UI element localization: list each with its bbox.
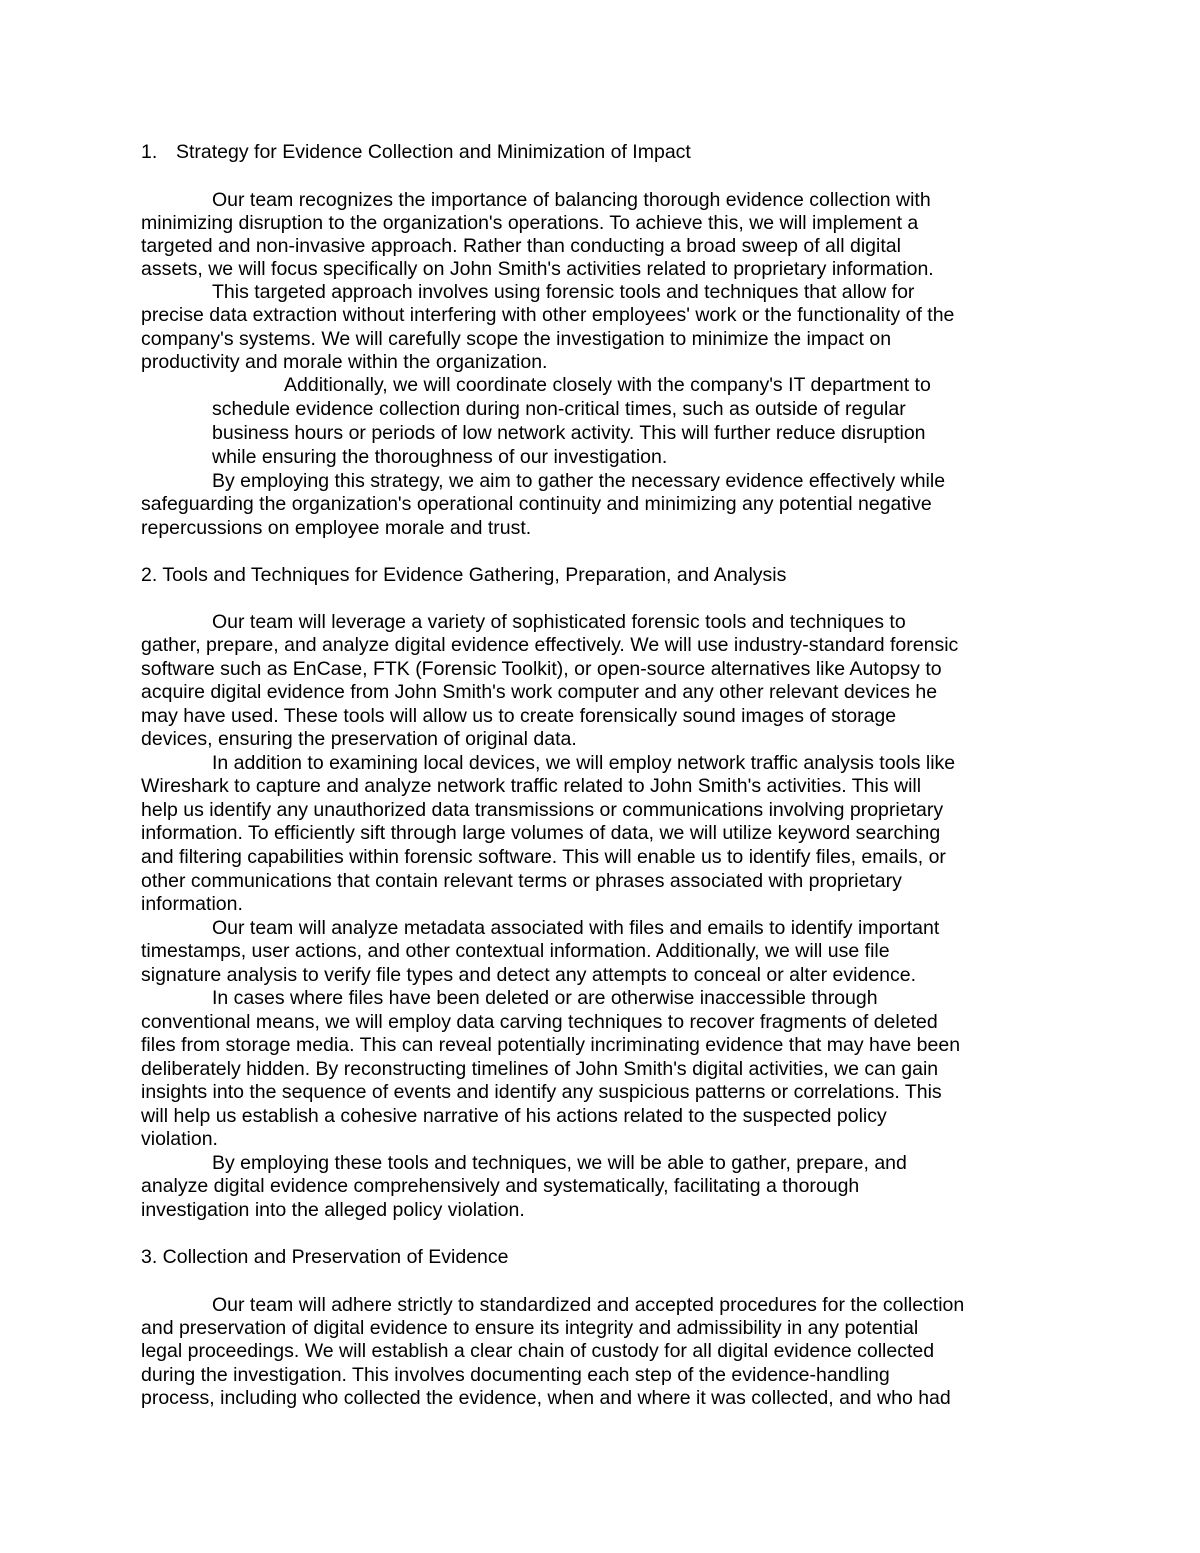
body-line: By employing these tools and techniques, we will be able to gather, prepare, and <box>212 1152 907 1174</box>
body-line: during the investigation. This involves documenting each step of the evidence-handling <box>141 1364 890 1386</box>
body-line: information. <box>141 893 243 915</box>
section-3-heading: 3. Collection and Preservation of Evidence <box>141 1246 509 1268</box>
body-line: company's systems. We will carefully scope the investigation to minimize the impact on <box>141 328 892 350</box>
body-line: targeted and non-invasive approach. Rather than conducting a broad sweep of all digital <box>141 235 901 257</box>
body-line: process, including who collected the evidence, when and where it was collected, and who had <box>141 1387 951 1409</box>
body-line: help us identify any unauthorized data transmissions or communications involving proprietary <box>141 799 944 821</box>
body-line: Our team will adhere strictly to standardized and accepted procedures for the collection <box>212 1294 965 1316</box>
body-line: business hours or periods of low network activity. This will further reduce disruption <box>212 422 926 444</box>
body-line: files from storage media. This can reveal potentially incriminating evidence that may have been <box>141 1034 961 1056</box>
section-1-number: 1. <box>141 141 158 163</box>
body-line: assets, we will focus specifically on John Smith's activities related to proprietary information. <box>141 258 934 280</box>
body-line: may have used. These tools will allow us to create forensically sound images of storage <box>141 705 897 727</box>
body-line: and filtering capabilities within forensic software. This will enable us to identify files, emails, or <box>141 846 946 868</box>
body-line: signature analysis to verify file types and detect any attempts to conceal or alter evidence. <box>141 964 917 986</box>
body-line: deliberately hidden. By reconstructing timelines of John Smith's digital activities, we can gain <box>141 1058 939 1080</box>
body-line: productivity and morale within the organization. <box>141 351 548 373</box>
body-line: other communications that contain relevant terms or phrases associated with proprietary <box>141 870 902 892</box>
body-line: legal proceedings. We will establish a clear chain of custody for all digital evidence collected <box>141 1340 935 1362</box>
body-line: Additionally, we will coordinate closely with the company's IT department to <box>284 374 931 396</box>
body-line: In cases where files have been deleted or are otherwise inaccessible through <box>212 987 878 1009</box>
body-line: Wireshark to capture and analyze network traffic related to John Smith's activities. This will <box>141 775 922 797</box>
body-line: minimizing disruption to the organization's operations. To achieve this, we will implement a <box>141 212 919 234</box>
body-line: In addition to examining local devices, we will employ network traffic analysis tools like <box>212 752 956 774</box>
body-line: safeguarding the organization's operational continuity and minimizing any potential negative <box>141 493 932 515</box>
body-line: Our team will analyze metadata associated with files and emails to identify important <box>212 917 940 939</box>
body-line: investigation into the alleged policy violation. <box>141 1199 525 1221</box>
body-line: conventional means, we will employ data carving techniques to recover fragments of deleted <box>141 1011 938 1033</box>
body-line: software such as EnCase, FTK (Forensic Toolkit), or open-source alternatives like Autopsy to <box>141 658 942 680</box>
body-line: devices, ensuring the preservation of original data. <box>141 728 577 750</box>
section-1-heading-text: Strategy for Evidence Collection and Minimization of Impact <box>176 141 691 163</box>
body-line: Our team will leverage a variety of sophisticated forensic tools and techniques to <box>212 611 906 633</box>
body-line: while ensuring the thoroughness of our investigation. <box>212 446 668 468</box>
body-line: This targeted approach involves using forensic tools and techniques that allow for <box>212 281 915 303</box>
body-line: will help us establish a cohesive narrative of his actions related to the suspected policy <box>141 1105 887 1127</box>
body-line: analyze digital evidence comprehensively and systematically, facilitating a thorough <box>141 1175 860 1197</box>
body-line: acquire digital evidence from John Smith's work computer and any other relevant devices he <box>141 681 938 703</box>
body-line: precise data extraction without interfering with other employees' work or the functionality of the <box>141 304 955 326</box>
section-1-heading <box>141 141 691 164</box>
body-line: Our team recognizes the importance of balancing thorough evidence collection with <box>212 189 931 211</box>
body-line: By employing this strategy, we aim to gather the necessary evidence effectively while <box>212 470 946 492</box>
body-line: violation. <box>141 1128 218 1150</box>
body-line: timestamps, user actions, and other contextual information. Additionally, we will use file <box>141 940 890 962</box>
section-2-heading: 2. Tools and Techniques for Evidence Gathering, Preparation, and Analysis <box>141 564 787 586</box>
body-line: gather, prepare, and analyze digital evidence effectively. We will use industry-standard forensic <box>141 634 959 656</box>
body-line: repercussions on employee morale and trust. <box>141 517 532 539</box>
body-line: information. To efficiently sift through large volumes of data, we will utilize keyword searching <box>141 822 941 844</box>
body-line: and preservation of digital evidence to ensure its integrity and admissibility in any potential <box>141 1317 919 1339</box>
body-line: insights into the sequence of events and identify any suspicious patterns or correlations. This <box>141 1081 942 1103</box>
body-line: schedule evidence collection during non-critical times, such as outside of regular <box>212 398 906 420</box>
